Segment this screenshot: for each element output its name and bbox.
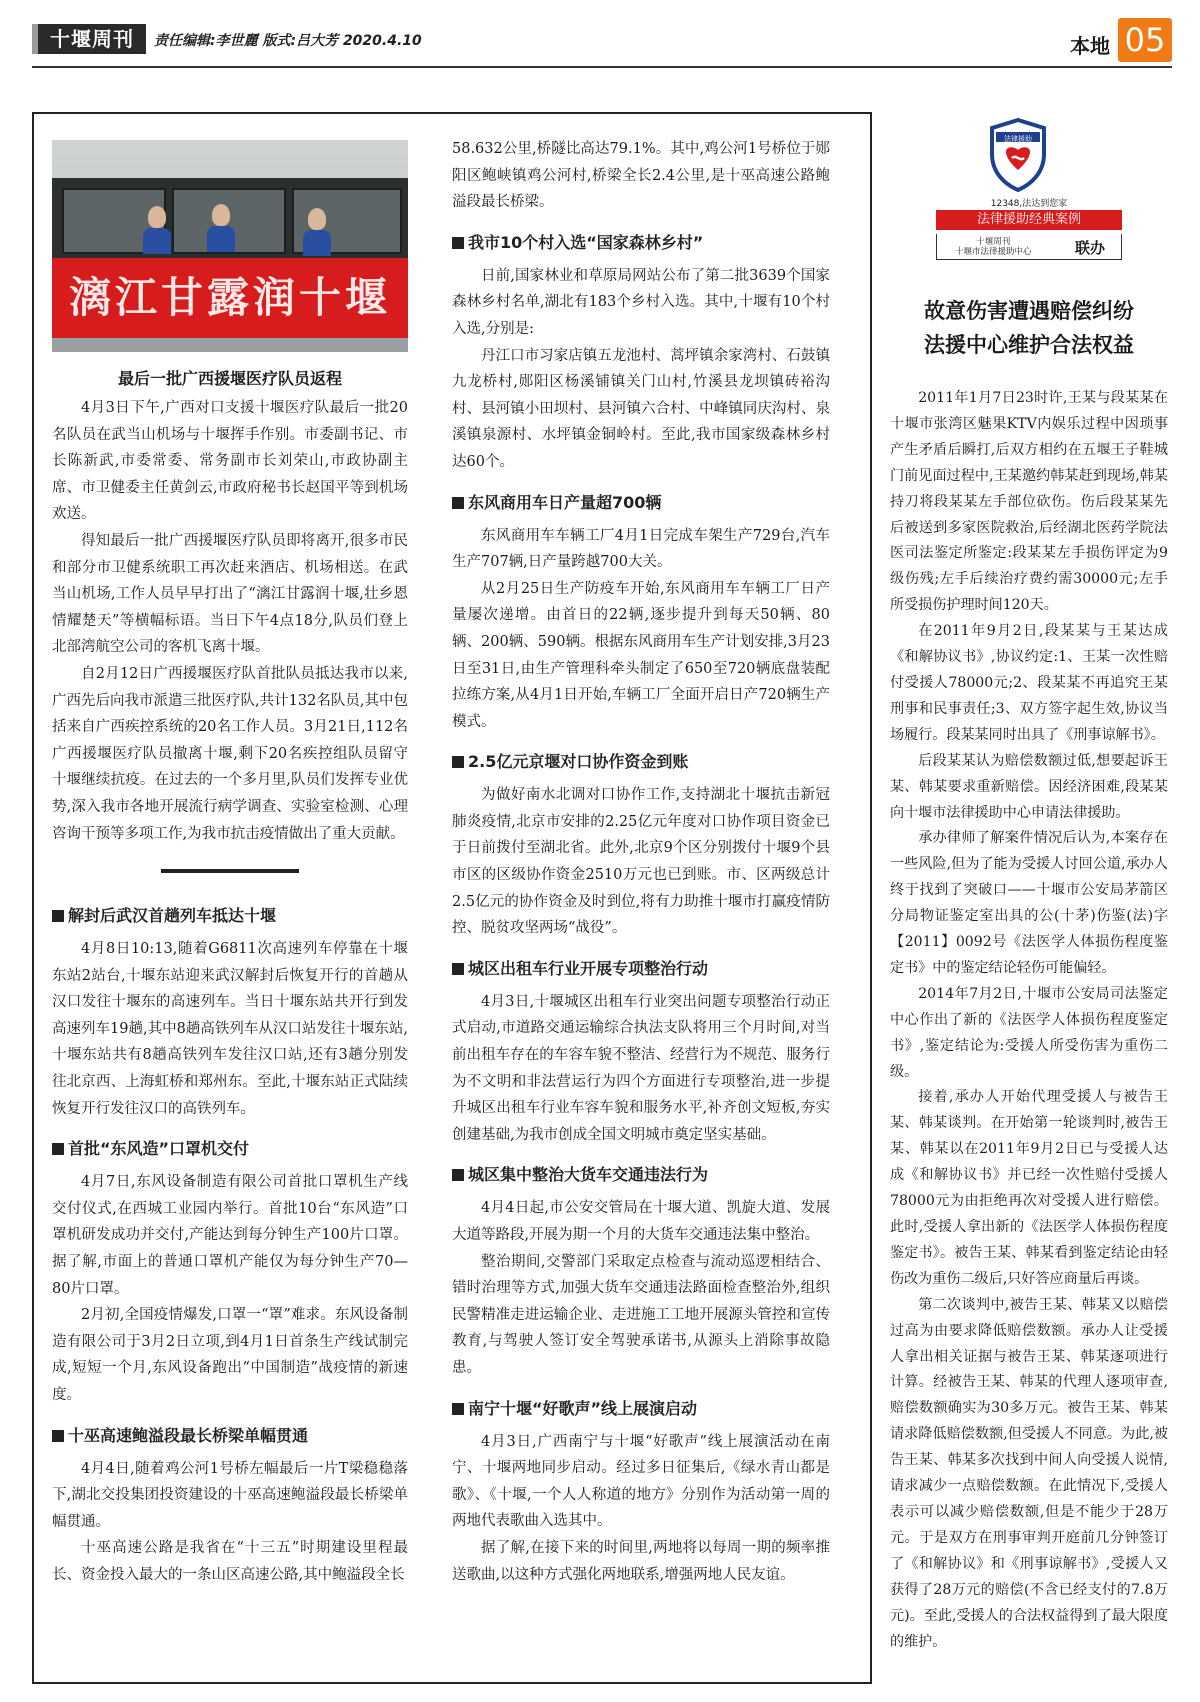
organizer-name: 十堰市法律援助中心 [955,247,1032,257]
organizer-name: 十堰周刊 [976,237,1011,247]
news-paragraph: 日前,国家林业和草原局网站公布了第二批3639个国家森林乡村名单,湖北有183个乡村入选。其中,十堰有10个村入选,分别是: [452,267,830,337]
editor-credits: 责任编辑:李世麗 版式:吕大芳 2020.4.10 [154,33,422,49]
bus-photo [52,140,408,352]
passenger-body [143,228,171,254]
column-a [52,140,408,1589]
square-bullet-icon [52,1430,64,1442]
case-title [890,294,1168,362]
news-paragraph: 据了解,在接下来的时间里,两地将以每周一期的频率推送歌曲,以这种方式强化两地联系,增强两地人民友谊。 [452,1539,830,1583]
news-headline-text: 十巫高速鲍溢段最长桥梁单幅贯通 [68,1425,309,1445]
news-headline [452,230,830,253]
shield-label: 法律援助 [1004,135,1032,143]
news-headline [452,490,830,513]
square-bullet-icon [452,1403,464,1415]
passenger-head [212,204,230,226]
legal-aid-shield-icon [988,118,1048,192]
news-paragraph: 4月3日,十堰城区出租车行业突出问题专项整治行动正式启动,市道路交通运输综合执法支队将用三个月时间,对当前出租车存在的车容车貌不整洁、经营行为不规范、服务行为不文明和非法营运行为四个方面进行专项整治,进一步提升城区出租车行业车容车貌和服务水平,补齐创文短板,夯实创建基础,为我市创成全国文明城市奠定坚实基础。 [452,993,830,1143]
news-headline-text: 城区集中整治大货车交通违法行为 [468,1165,709,1185]
news-headline [452,1162,830,1185]
news-paragraph: 整治期间,交警部门采取定点检查与流动巡逻相结合、错时治理等方式,加强大货车交通违法路面检查整治外,组织民警精准走进运输企业、走进施工工地开展源头管控和宣传教育,与驾驶人签订安全驾驶承诺书,从源头上消除事故隐患。 [452,1253,830,1376]
square-bullet-icon [452,237,464,249]
case-paragraph: 2011年1月7日23时许,王某与段某某在十堰市张湾区魅果KTV内娱乐过程中因琐事产生矛盾后瞬打,后双方相约在五堰王子鞋城门前见面过程中,王某邀约韩某赶到现场,韩某持刀将段某某左手部位砍伤。伤后段某某先后被送到多家医院救治,后经湖北医药学院法医司法鉴定所鉴定:段某某左手损伤评定为9级伤残;左手后续治疗费约需30000元;左手所受损伤护理时间120天。 [890,390,1168,614]
passenger-head [308,208,326,230]
news-headline [52,1423,408,1446]
case-paragraph: 后段某某认为赔偿数额过低,想要起诉王某、韩某要求重新赔偿。因经济困难,段某某向十堰市法律援助中心申请法律援助。 [890,752,1168,821]
news-headline-text: 东风商用车日产量超700辆 [468,492,662,512]
joint-label: 联办 [1074,239,1105,257]
case-title-line: 故意伤害遭遇赔偿纠纷 [924,299,1134,323]
section-name: 本地 [1070,34,1110,58]
square-bullet-icon [452,1169,464,1181]
passenger-body [207,226,235,252]
news-paragraph: 十巫高速公路是我省在“十三五”时期建设里程最长、资金投入最大的一条山区高速公路,其中鲍溢段全长 [52,1540,408,1583]
news-headline-text: 解封后武汉首趟列车抵达十堰 [68,906,277,926]
column-legal-aid [890,118,1168,1655]
legal-aid-badge [890,118,1168,258]
news-paragraph: 东风商用车车辆工厂4月1日完成车架生产729台,汽车生产707辆,日产量跨越700大关。 [452,527,830,571]
case-paragraph: 第二次谈判中,被告王某、韩某又以赔偿过高为由要求降低赔偿数额。承办人让受援人拿出相关证据与被告王某、韩某逐项进行计算。经被告王某、韩某的代理人逐项审查,赔偿数额确实为30多万元。被告王某、韩某请求降低赔偿数额,但受援人不同意。为此,被告王某、韩某多次找到中间人向受援人说情,请求减少一点赔偿数额。在此情况下,受援人表示可以减少赔偿数额,但是不能少于28万元。于是双方在刑事审判开庭前几分钟签订了《和解协议》和《刑事谅解书》,受援人又获得了28万元的赔偿(不含已经支付的7.8万元)。至此,受援人的合法权益得到了最大限度的维护。 [890,1296,1168,1650]
square-bullet-icon [52,910,64,922]
news-headline [452,1396,830,1419]
column-b [452,136,830,1588]
bus-skirt [52,338,408,352]
case-title-line: 法援中心维护合法权益 [924,333,1134,357]
news-headline [452,956,830,979]
lead-story-paragraph: 自2月12日广西援堰医疗队首批队员抵达我市以来,广西先后向我市派遣三批医疗队,共计132名队员,其中包括来自广西疾控系统的20名工作人员。3月21日,112名广西援堰医疗队员撤离十堰,剩下20名疾控组队员留守十堰继续抗疫。在过去的一个多月里,队员们发挥专业优势,深入我市各地开展流行病学调查、实验室检测、心理咨询干预等多项工作,为我市抗击疫情做出了重大贡献。 [52,665,408,842]
lead-story-paragraph: 得知最后一批广西援堰医疗队员即将离开,很多市民和部分市卫健系统职工再次赶来酒店、机场相送。在武当山机场,工作人员早早打出了“漓江甘露润十堰,壮乡恩情耀楚天”等横幅标语。当日下午4点18分,队员们登上北部湾航空公司的客机飞离十堰。 [52,532,408,656]
square-bullet-icon [452,756,464,768]
square-bullet-icon [452,497,464,509]
square-bullet-icon [52,1143,64,1155]
case-paragraph: 在2011年9月2日,段某某与王某达成《和解协议书》,协议约定:1、王某一次性赔付受援人78000元;2、段某某不再追究王某刑事和民事责任;3、双方签字起生效,协议当场履行。段某某同时出具了《刑事谅解书》。 [890,623,1168,743]
organizer-names [955,237,1032,257]
news-headline-text: 首批“东风造”口罩机交付 [68,1139,250,1159]
news-paragraph: 4月4日,随着鸡公河1号桥左幅最后一片T梁稳稳落下,湖北交投集团投资建设的十巫高速鲍溢段最长桥梁单幅贯通。 [52,1460,408,1530]
passenger-head [148,206,166,228]
case-paragraph: 2014年7月2日,十堰市公安局司法鉴定中心作出了新的《法医学人体损伤程度鉴定书》,鉴定结论为:受援人所受伤害为重伤二级。 [890,985,1168,1080]
newspaper-logo: 十堰周刊 [32,24,146,54]
news-headline-text: 我市10个村入选“国家森林乡村” [468,232,704,252]
news-paragraph: 2月初,全国疫情爆发,口罩一“罩”难求。东风设备制造有限公司于3月2日立项,到4月1日首条生产线试制完成,短短一个月,东风设备跑出“中国制造”战疫情的新速度。 [52,1307,408,1403]
passenger-body [303,230,331,256]
masthead-rule [32,66,1172,68]
news-paragraph: 4月8日10:13,随着G6811次高速列车停靠在十堰东站2站台,十堰东站迎来武汉解封后恢复开行的首趟从汉口发往十堰东的高速列车。当日十堰东站共开行到发高速列车19趟,其中8趟高铁列车从汉口站发往十堰东站,十堰东站共有8趟高铁列车发往汉口站,还有3趟分别发往北京西、上海虹桥和郑州东。至此,十堰东站正式陆续恢复开行发往汉口的高铁列车。 [52,941,408,1117]
news-headline [52,1136,408,1159]
photo-banner: 漓江甘露润十堰 [52,258,408,338]
news-paragraph: 4月4日起,市公安交管局在十堰大道、凯旋大道、发展大道等路段,开展为期一个月的大货车交通违法集中整治。 [452,1200,830,1243]
news-headline [52,903,408,926]
news-headline-text: 2.5亿元京堰对口协作资金到账 [468,752,689,772]
news-paragraph: 从2月25日生产防疫车开始,东风商用车车辆工厂日产量屡次递增。由首日的22辆,逐步提升到每天50辆、80辆、200辆、590辆。根据东风商用车生产计划安排,3月23日至31日,由生产管理科牵头制定了650至720辆底盘装配拉练方案,从4月1日开始,车辆工厂全面开启日产720辆生产模式。 [452,580,830,730]
case-paragraph: 接着,承办人开始代理受援人与被告王某、韩某谈判。在开始第一轮谈判时,被告王某、韩某以在2011年9月2日已与受援人达成《和解协议书》并已经一次性赔付受援人78000元为由拒绝再次对受援人进行赔偿。此时,受援人拿出新的《法医学人体损伤程度鉴定书》。被告王某、韩某看到鉴定结论由轻伤改为重伤二级后,只好答应商量后再谈。 [890,1089,1168,1287]
news-paragraph: 为做好南水北调对口协作工作,支持湖北十堰抗击新冠肺炎疫情,北京市安排的2.25亿元年度对口协作项目资金已于日前拨付至湖北省。此外,北京9个区分别拨付十堰9个县市区的区级协作资金2510万元也已到账。市、区两级总计2.5亿元的协作资金及时到位,将有力助推十堰市打赢疫情防控、脱贫攻坚两场“战役”。 [452,787,830,937]
section-divider [161,869,299,873]
news-paragraph: 4月7日,东风设备制造有限公司首批口罩机生产线交付仪式,在西城工业园内举行。首批10台“东风造”口罩机研发成功并交付,产能达到每分钟生产100片口罩。据了解,市面上的普通口罩机产能仅为每分钟生产70—80片口罩。 [52,1174,408,1297]
news-paragraph: 4月3日,广西南宁与十堰“好歌声”线上展演活动在南宁、十堰两地同步启动。经过多日征集后,《绿水青山都是歌》、《十堰,一个人人称道的地方》分别作为活动第一周的两地代表歌曲入选其中。 [452,1433,830,1530]
case-paragraph: 承办律师了解案件情况后认为,本案存在一些风险,但为了能为受援人讨回公道,承办人终于找到了突破口——十堰市公安局茅箭区分局物证鉴定室出具的公(十茅)伤鉴(法)字【2011】0092号《法医学人体损伤程度鉴定书》中的鉴定结论轻伤可能偏轻。 [890,830,1168,976]
news-headline [452,749,830,772]
news-paragraph: 丹江口市习家店镇五龙池村、蒿坪镇余家湾村、石鼓镇九龙桥村,郧阳区杨溪铺镇关门山村,竹溪县龙坝镇砖裕沟村、县河镇小田坝村、县河镇六合村、中峰镇同庆沟村、泉溪镇泉源村、水坪镇金铜岭村。至此,我市国家级森林乡村达60个。 [452,347,830,470]
continued-paragraph: 58.632公里,桥隧比高达79.1%。其中,鸡公河1号桥位于郧阳区鲍峡镇鸡公河村,桥梁全长2.4公里,是十巫高速公路鲍溢段最长桥梁。 [452,141,830,211]
case-series-banner: 法律援助经典案例 [936,210,1122,230]
lead-story-paragraph: 4月3日下午,广西对口支援十堰医疗队最后一批20名队员在武当山机场与十堰挥手作别。市委副书记、市长陈新武,市委常委、常务副市长刘荣山,市政协副主席、市卫健委主任黄剑云,市政府秘书长赵国平等到机场欢送。 [52,400,408,523]
lead-story-title: 最后一批广西援堰医疗队员返程 [117,369,342,388]
legal-aid-hotline: 12348,法达到您家 [990,199,1068,209]
news-headline-text: 南宁十堰“好歌声”线上展演启动 [468,1398,698,1418]
masthead [32,18,1172,70]
joint-organizers [936,234,1122,260]
news-headline-text: 城区出租车行业开展专项整治行动 [468,958,709,978]
square-bullet-icon [452,963,464,975]
page-number: 05 [1118,18,1172,62]
